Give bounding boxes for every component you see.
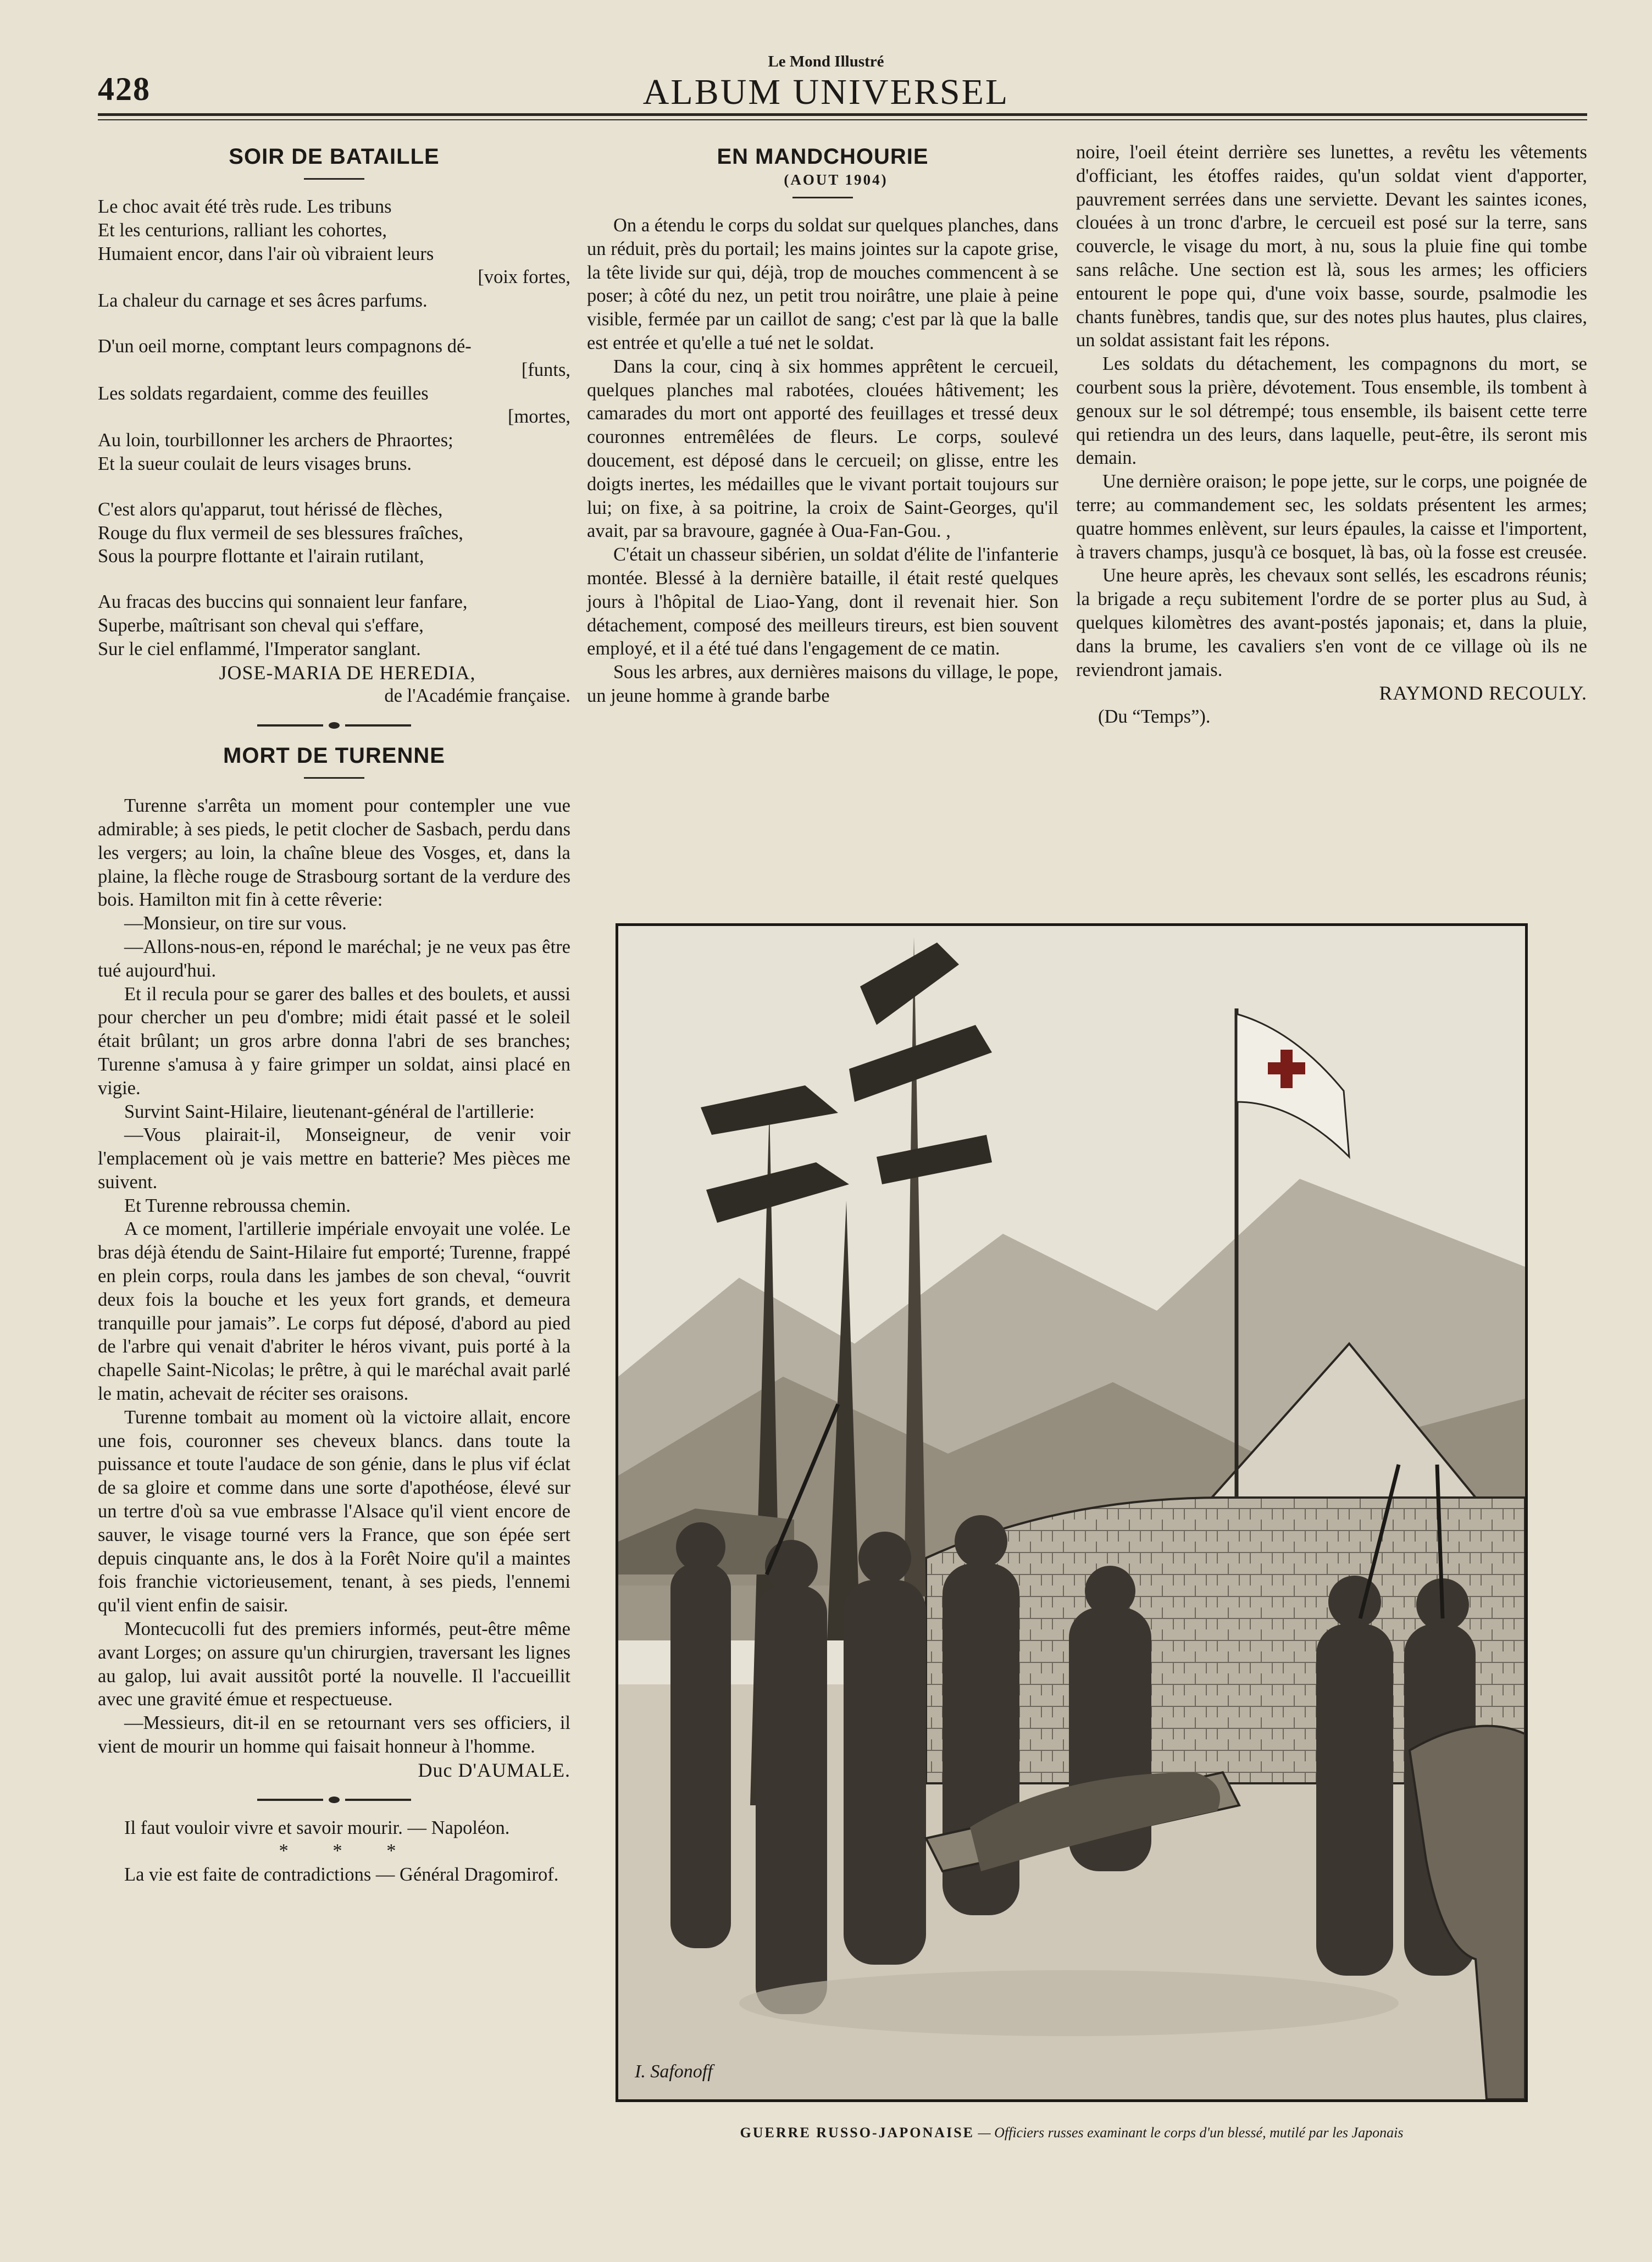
poem-line: [voix fortes, — [478, 267, 570, 288]
paragraph: Dans la cour, cinq à six hommes apprêtent le cercueil, quelques planches mal rabotées, clouées hâtivement; les camarades du mort ont apporté des feuillages et tressé deux couronnes entremêlées de fleurs. Le corps, soulevé doucement, est déposé dans le cercueil; on glisse, entre les doigts inertes, les médailles que le vivant portait toujours sur lui; on fixe, à sa poitrine, la croix de Saint-Georges, qu'il avait, par sa bravoure, gagnée à Oua-Fan-Gou. , — [587, 356, 1058, 542]
paragraph: Et Turenne rebroussa chemin. — [124, 1195, 351, 1216]
paragraph: Montecucolli fut des premiers informés, peut-être même avant Lorges; on assure qu'un chirurgien, traversant les lignes au galop, lui avait aussitôt porté la nouvelle. Il l'accueillit avec une gravité émue et respectueuse. — [98, 1618, 570, 1710]
title-rule — [792, 197, 853, 198]
poem-line: D'un oeil morne, comptant leurs compagnons dé- — [98, 335, 472, 357]
caption-title: GUERRE RUSSO-JAPONAISE — [740, 2125, 974, 2141]
header-rule-thin — [98, 119, 1587, 120]
header-rule — [98, 113, 1587, 116]
paragraph: —Messieurs, dit-il en se retournant vers ses officiers, il vient de mourir un homme qui faisait honneur à l'homme. — [98, 1712, 570, 1758]
quote-dragomirof: La vie est faite de contradictions — Général Dragomirof. — [124, 1864, 559, 1886]
poem-line: La chaleur du carnage et ses âcres parfums. — [98, 290, 428, 312]
poem-line: C'est alors qu'apparut, tout hérissé de flèches, — [98, 498, 443, 520]
column-2 — [587, 143, 1058, 708]
paragraph: Une dernière oraison; le pope jette, sur le corps, une poignée de terre; au commandement sec, les soldats présentent les armes; quatre hommes enlèvent, sur leurs épaules, la caisse et l'importent, à travers champs, jusqu'à ce bosquet, là bas, où la fosse est creusée. — [1076, 471, 1587, 563]
poem-line: [mortes, — [507, 406, 570, 428]
journal-title: ALBUM UNIVERSEL — [642, 72, 1010, 112]
journal-small-title: Le Mond Illustré — [768, 53, 884, 70]
mandchourie-author: RAYMOND RECOULY. — [1379, 682, 1587, 705]
paragraph: Et il recula pour se garer des balles et des boulets, et aussi pour chercher un peu d'ombre; midi était passé et le soleil était brûlant; un gros arbre donna l'abri de ses branches; Turenne s'amusa à y faire grimper un soldat, ainsi placé en vigie. — [98, 983, 570, 1099]
paragraph-continued: noire, l'oeil éteint derrière ses lunettes, a revêtu les vêtements d'officiant, les étoffes raides, qu'un soldat vient d'apporter, pauvrement serrées dans une serviette. Devant les saintes icones, clouées à un tronc d'arbre, le cercueil est posé sur la terre, sans couvercle, le visage du mort, à nu, sous la pluie fine qui tombe sans relâche. Une section est là, sous les armes; les officiers entourent le pope qui, d'une voix basse, sourde, psalmodie les chants funèbres, tandis que, sur des notes plus hautes, plus claires, un soldat assistant fait les répons. — [1076, 142, 1587, 351]
poem-line: Les soldats regardaient, comme des feuilles — [98, 382, 429, 404]
column-3 — [1076, 141, 1587, 729]
caption-text: — Officiers russes examinant le corps d'un blessé, mutilé par les Japonais — [974, 2125, 1404, 2141]
poem-line: Rouge du flux vermeil de ses blessures fraîches, — [98, 522, 463, 544]
mandchourie-source: (Du “Temps”). — [1098, 706, 1211, 728]
poem-line: Au loin, tourbillonner les archers de Phraortes; — [98, 430, 453, 451]
paragraph: Les soldats du détachement, les compagnons du mort, se courbent sous la prière, dévotement. Tous ensemble, ils tombent à genoux sur le sol détrempé; tous ensemble, ils baisent cette terre qui retiendra un des leurs, dans laquelle, peut-être, ils seront mis demain. — [1076, 353, 1587, 469]
poem-line: [funts, — [521, 359, 570, 380]
paragraph: A ce moment, l'artillerie impériale envoyait une volée. Le bras déjà étendu de Saint-Hilaire fut emporté; Turenne, frappé en plein corps, roula dans les jambes de son cheval, “ouvrit deux fois la bouche et les yeux fort grands, et demeura tranquille pour jamais”. Le corps fut déposé, d'abord au pied de l'arbre qui venait d'abriter le héros vivant, puis porté à la chapelle Saint-Nicolas; le prêtre, à qui le maréchal avait parlé le matin, achevait de réciter ses oraisons. — [98, 1218, 570, 1405]
poem-line: Humaient encor, dans l'air où vibraient leurs — [98, 243, 434, 264]
paragraph: —Vous plairait-il, Monseigneur, de venir voir l'emplacement où je vais mettre en batterie? Mes pièces me suivent. — [98, 1124, 570, 1193]
poem-line: Au fracas des buccins qui sonnaient leur fanfare, — [98, 591, 468, 613]
paragraph: —Allons-nous-en, répond le maréchal; je ne veux pas être tué aujourd'hui. — [98, 936, 570, 981]
poem-author-note: de l'Académie française. — [384, 685, 570, 707]
illustrator-signature: I. Safonoff — [635, 2061, 713, 2082]
paragraph: Survint Saint-Hilaire, lieutenant-général de l'artillerie: — [124, 1101, 535, 1122]
paragraph: —Monsieur, on tire sur vous. — [124, 913, 347, 934]
illustration — [616, 923, 1528, 2102]
asterism: * * * — [279, 1840, 416, 1862]
poem-line: Superbe, maîtrisant son cheval qui s'effare, — [98, 614, 424, 636]
poem — [98, 195, 570, 661]
poem-line: Et les centurions, ralliant les cohortes, — [98, 219, 387, 241]
mandchourie-title: EN MANDCHOURIE — [717, 145, 929, 169]
paragraph: Turenne tombait au moment où la victoire allait, encore une fois, couronner ses cheveux blancs. dans toute la puissance et toute l'audace de son génie, dans le plus vif éclat de sa gloire et comme dans une sorte d'apothéose, élevé sur un tertre d'où sa vue embrasse l'Alsace qu'il vient encore de sauver, le visage tourné vers la France, que son épée sert depuis cinquante ans, le dos à la Forêt Noire qu'il a maintes fois franchie victorieusement, tenant, à ses pieds, l'ennemi qu'il vient enfin de saisir. — [98, 1406, 570, 1616]
title-rule — [304, 178, 364, 180]
illustration-scene — [618, 926, 1525, 2099]
turenne-author: Duc D'AUMALE. — [418, 1759, 570, 1781]
column-1 — [98, 143, 570, 1887]
section-ornament — [98, 1797, 570, 1803]
turenne-title: MORT DE TURENNE — [223, 744, 445, 768]
paragraph: Turenne s'arrêta un moment pour contempler une vue admirable; à ses pieds, le petit clocher de Sasbach, perdu dans les vergers; au loin, la chaîne bleue des Vosges, et, dans la plaine, la flèche rouge de Strasbourg sortant de la verdure des bois. Hamilton mit fin à cette rêverie: — [98, 795, 570, 911]
page-number: 428 — [98, 71, 151, 107]
poem-line: Sous la pourpre flottante et l'airain rutilant, — [98, 546, 424, 567]
illustration-caption — [616, 2125, 1528, 2141]
paragraph: Sous les arbres, aux dernières maisons du village, le pope, un jeune homme à grande barbe — [587, 662, 1058, 706]
poem-line: Sur le ciel enflammé, l'Imperator sanglant. — [98, 638, 421, 659]
poem-line: Et la sueur coulait de leurs visages bruns. — [98, 453, 412, 474]
section-ornament — [98, 722, 570, 729]
quote-napoleon: Il faut vouloir vivre et savoir mourir. — Napoléon. — [124, 1817, 510, 1838]
paragraph: On a étendu le corps du soldat sur quelques planches, dans un réduit, près du portail; les mains jointes sur la capote grise, la tête livide sur qui, déjà, trop de mouches commencent à se poser; à côté du nez, un petit trou noirâtre, une plaie à peine visible, fermée par un caillot de sang; c'est par là que la balle est entrée et qu'elle a tué net le soldat. — [587, 215, 1058, 353]
poem-title: SOIR DE BATAILLE — [229, 145, 440, 169]
poem-line: Le choc avait été très rude. Les tribuns — [98, 196, 392, 217]
paragraph: C'était un chasseur sibérien, un soldat d'élite de l'infanterie montée. Blessé à la dernière bataille, il était resté quelques jours à l'hôpital de Liao-Yang, dont il revenait hier. Son détachement, composé des meilleurs tireurs, est bien souvent employé, et il a été tué dans l'engagement de ce matin. — [587, 544, 1058, 659]
poem-author: JOSE-MARIA DE HEREDIA, — [219, 661, 476, 684]
title-rule — [304, 777, 364, 779]
paragraph: Une heure après, les chevaux sont sellés, les escadrons réunis; la brigade a reçu subitement l'ordre de se porter plus au Sud, à quelques kilomètres des avant-postés japonais; et, dans la pluie, dans la brume, les cavaliers s'en vont de ce village où ils ne reviendront jamais. — [1076, 565, 1587, 680]
mandchourie-date: (AOUT 1904) — [784, 171, 888, 188]
